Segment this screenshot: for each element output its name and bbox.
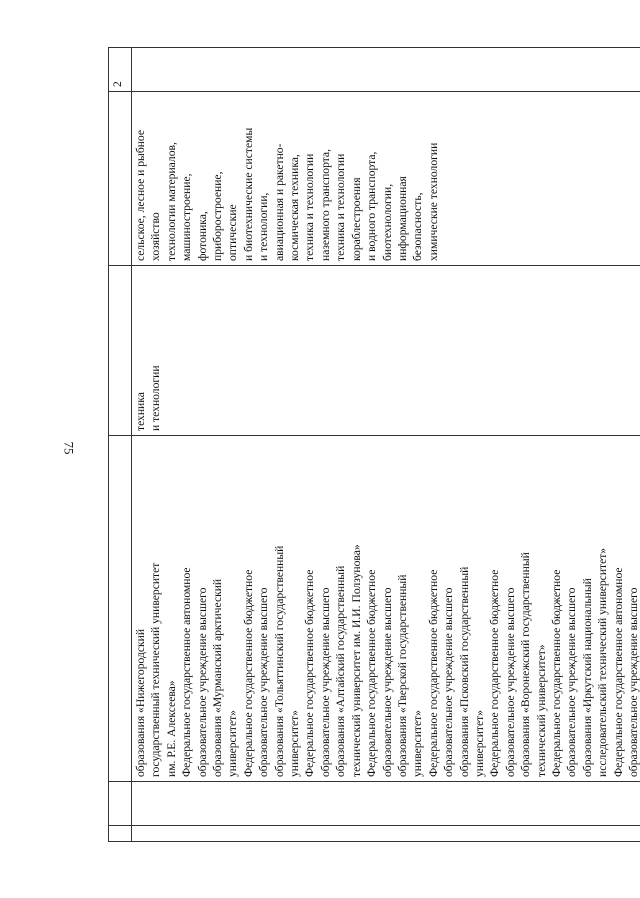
area-line: информационная: [395, 176, 409, 261]
area-line: авиационная и ракетно-: [272, 143, 286, 261]
area-line: безопасность,: [411, 192, 425, 261]
org-line: Федеральное государственное бюджетное: [241, 569, 255, 777]
area-line: химические технологии: [426, 142, 440, 261]
org-line: университет»: [288, 710, 302, 777]
cell-empty-a: [109, 826, 132, 842]
org-line: Федеральное государственное автономное: [611, 567, 625, 777]
org-line: образования «Алтайский государственный: [334, 565, 348, 777]
field-line: и технологии: [149, 365, 163, 431]
org-line: технический университет им. И.И. Ползунова»: [349, 544, 363, 777]
org-line: образования «Воронежский государственный: [519, 552, 533, 777]
org-line: образовательное учреждение высшего: [627, 587, 640, 777]
area-line: приборостроение,: [211, 171, 225, 261]
org-line: Федеральное государственное автономное: [180, 567, 194, 777]
org-line: университет»: [411, 710, 425, 777]
cell-empty-b: [109, 782, 132, 826]
org-line: образования «Тольяттинский государственный: [272, 545, 286, 777]
area-line: техника и технологии: [334, 153, 348, 261]
area-line: и биотехнические системы: [241, 127, 255, 261]
org-line: образовательное учреждение высшего: [318, 587, 332, 777]
area-line: наземного транспорта,: [318, 149, 332, 261]
cell-empty-d: [109, 266, 132, 436]
org-line: образования «Нижегородский: [134, 628, 147, 777]
area-top-line: сельское, лесное и рыбное: [134, 129, 147, 261]
cell-blank-2: [132, 782, 640, 826]
cell-blank-1: [132, 826, 640, 842]
field-line: техника: [134, 392, 147, 431]
org-line: образовательное учреждение высшего: [380, 587, 394, 777]
org-line: образовательное учреждение высшего: [195, 587, 209, 777]
org-line: им. Р.Е. Алексеева»: [164, 680, 178, 777]
area-line: технологии материалов,: [164, 142, 178, 261]
cell-empty-c: [109, 436, 132, 782]
area-line: кораблестроения: [349, 177, 363, 261]
org-line: государственный технический университет: [149, 562, 163, 777]
org-line: образования «Псковский государственный: [457, 566, 471, 777]
org-line: Федеральное государственное бюджетное: [303, 569, 317, 777]
cell-field: [132, 266, 640, 436]
area-line: биотехнологии,: [380, 183, 394, 261]
org-line: технический университет»: [534, 644, 548, 777]
cell-blank-end: [132, 48, 640, 92]
org-line: образовательное учреждение высшего: [442, 587, 456, 777]
org-line: университет»: [226, 710, 240, 777]
org-line: образования «Иркутский национальный: [580, 578, 594, 777]
org-line: Федеральное государственное бюджетное: [365, 569, 379, 777]
area-line: фотоника,: [195, 211, 209, 261]
org-line: исследовательский технический университет»: [596, 547, 610, 777]
cell-organizations: [132, 436, 640, 782]
area-line: машиностроение,: [180, 173, 194, 261]
org-line: Федеральное государственное бюджетное: [426, 569, 440, 777]
org-line: образовательное учреждение высшего: [257, 587, 271, 777]
area-line: и технологии,: [257, 192, 271, 261]
org-line: образовательное учреждение высшего: [503, 587, 517, 777]
cell-empty-e: [109, 92, 132, 266]
table-row-header: [109, 48, 132, 842]
page-number: 75: [61, 441, 77, 455]
area-top-line: хозяйство: [149, 212, 163, 261]
area-line: оптические: [226, 204, 240, 261]
org-line: университет»: [472, 710, 486, 777]
org-line: образования «Мурманский арктический: [211, 578, 225, 777]
cell-code: 2: [109, 48, 132, 92]
cell-areas: [132, 92, 640, 266]
area-line: космическая техника,: [288, 154, 302, 261]
rotated-table-container: [108, 48, 640, 842]
org-line: образовательное учреждение высшего: [565, 587, 579, 777]
table-row-content: [132, 48, 640, 842]
area-line: и водного транспорта,: [365, 151, 379, 261]
organizations-table: [108, 47, 640, 842]
org-line: образования «Тверской государственный: [395, 574, 409, 777]
org-line: Федеральное государственное бюджетное: [549, 569, 563, 777]
org-line: Федеральное государственное бюджетное: [488, 569, 502, 777]
area-line: техника и технологии: [303, 153, 317, 261]
